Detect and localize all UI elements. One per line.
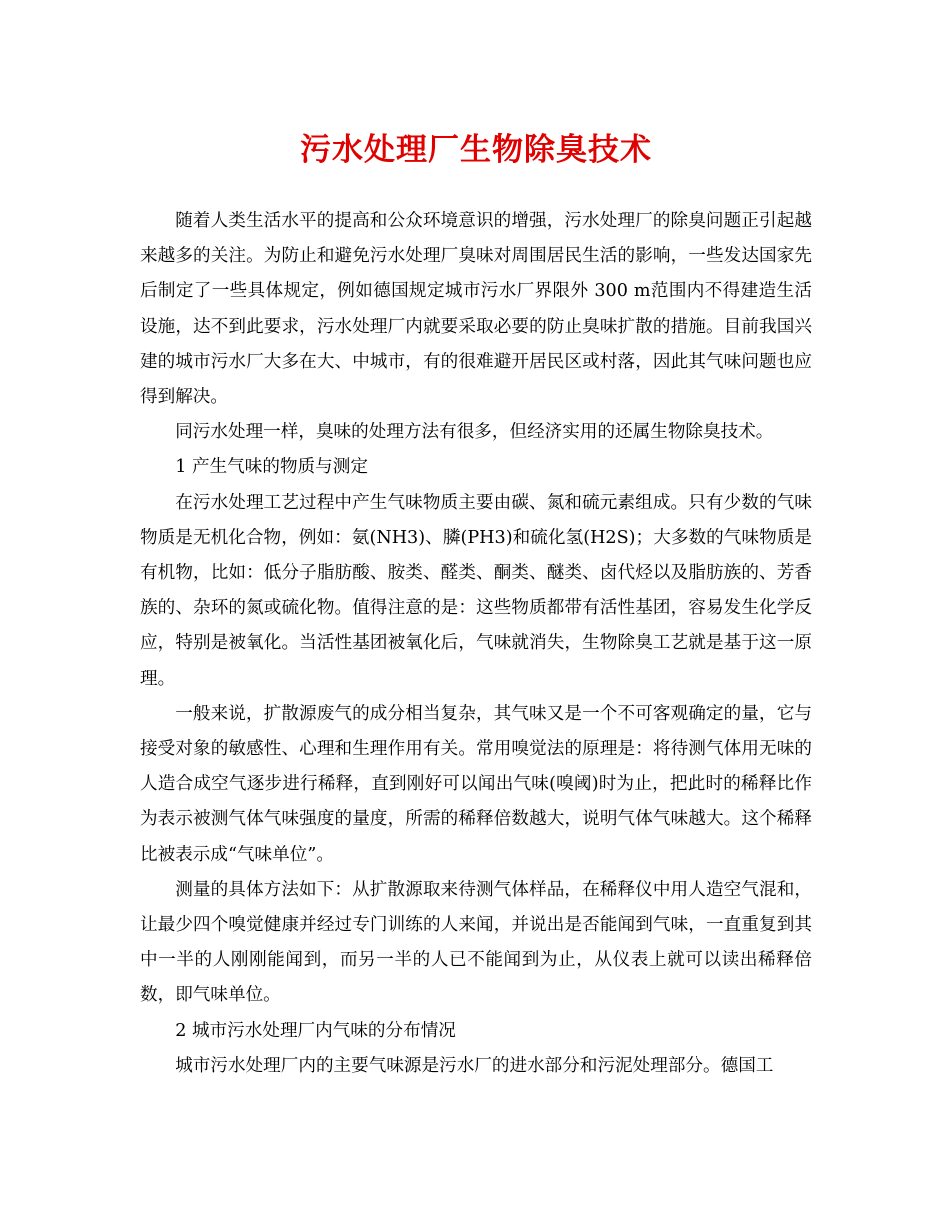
paragraph-method-summary: 同污水处理一样，臭味的处理方法有很多，但经济实用的还属生物除臭技术。 [175,422,774,443]
document-title: 污水处理厂生物除臭技术 [300,132,652,168]
section-heading-1: 1 产生气味的物质与测定 [175,457,368,478]
paragraph-odor-measurement: 一般来说，扩散源废气的成分相当复杂，其气味又是一个不可客观确定的量，它与接受对象的敏感性、心理和生理作用有关。常用嗅觉法的原理是：将待测气体用无味的人造合成空气逐步进行稀释，直到刚好可以闻出气味(嗅阈)时为止，把此时的稀释比作为表示被测气体气味强度的量度，所需的稀释倍数越大，说明气体气味越大。这个稀释比被表示成“气味单位”。 [140,703,812,865]
paragraph-measurement-procedure: 测量的具体方法如下：从扩散源取来待测气体样品，在稀释仪中用人造空气混和，让最少四个嗅觉健康并经过专门训练的人来闻，并说出是否能闻到气味，一直重复到其中一半的人刚刚能闻到，而另一半的人已不能闻到为止，从仪表上就可以读出稀释倍数，即气味单位。 [140,879,812,1006]
section-heading-2: 2 城市污水处理厂内气味的分布情况 [175,1020,456,1041]
paragraph-odor-sources: 城市污水处理厂内的主要气味源是污水厂的进水部分和污泥处理部分。德国工 [175,1055,774,1076]
document-body [140,204,812,1084]
paragraph-intro: 随着人类生活水平的提高和公众环境意识的增强，污水处理厂的除臭问题正引起越来越多的关注。为防止和避免污水处理厂臭味对周围居民生活的影响，一些发达国家先后制定了一些具体规定，例如德国规定城市污水厂界限外 300 m范围内不得建造生活设施，达不到此要求，污水处理厂内就要采取必要的防止臭味扩散的措施。目前我国兴建的城市污水厂大多在大、中城市，有的很难避开居民区或村落，因此其气味问题也应得到解决。 [140,211,812,408]
paragraph-odor-substances: 在污水处理工艺过程中产生气味物质主要由碳、氮和硫元素组成。只有少数的气味物质是无机化合物，例如：氨(NH3)、膦(PH3)和硫化氢(H2S)；大多数的气味物质是有机物，比如：低分子脂肪酸、胺类、醛类、酮类、醚类、卤代烃以及脂肪族的、芳香族的、杂环的氮或硫化物。值得注意的是：这些物质都带有活性基团，容易发生化学反应，特别是被氧化。当活性基团被氧化后，气味就消失，生物除臭工艺就是基于这一原理。 [140,492,812,689]
